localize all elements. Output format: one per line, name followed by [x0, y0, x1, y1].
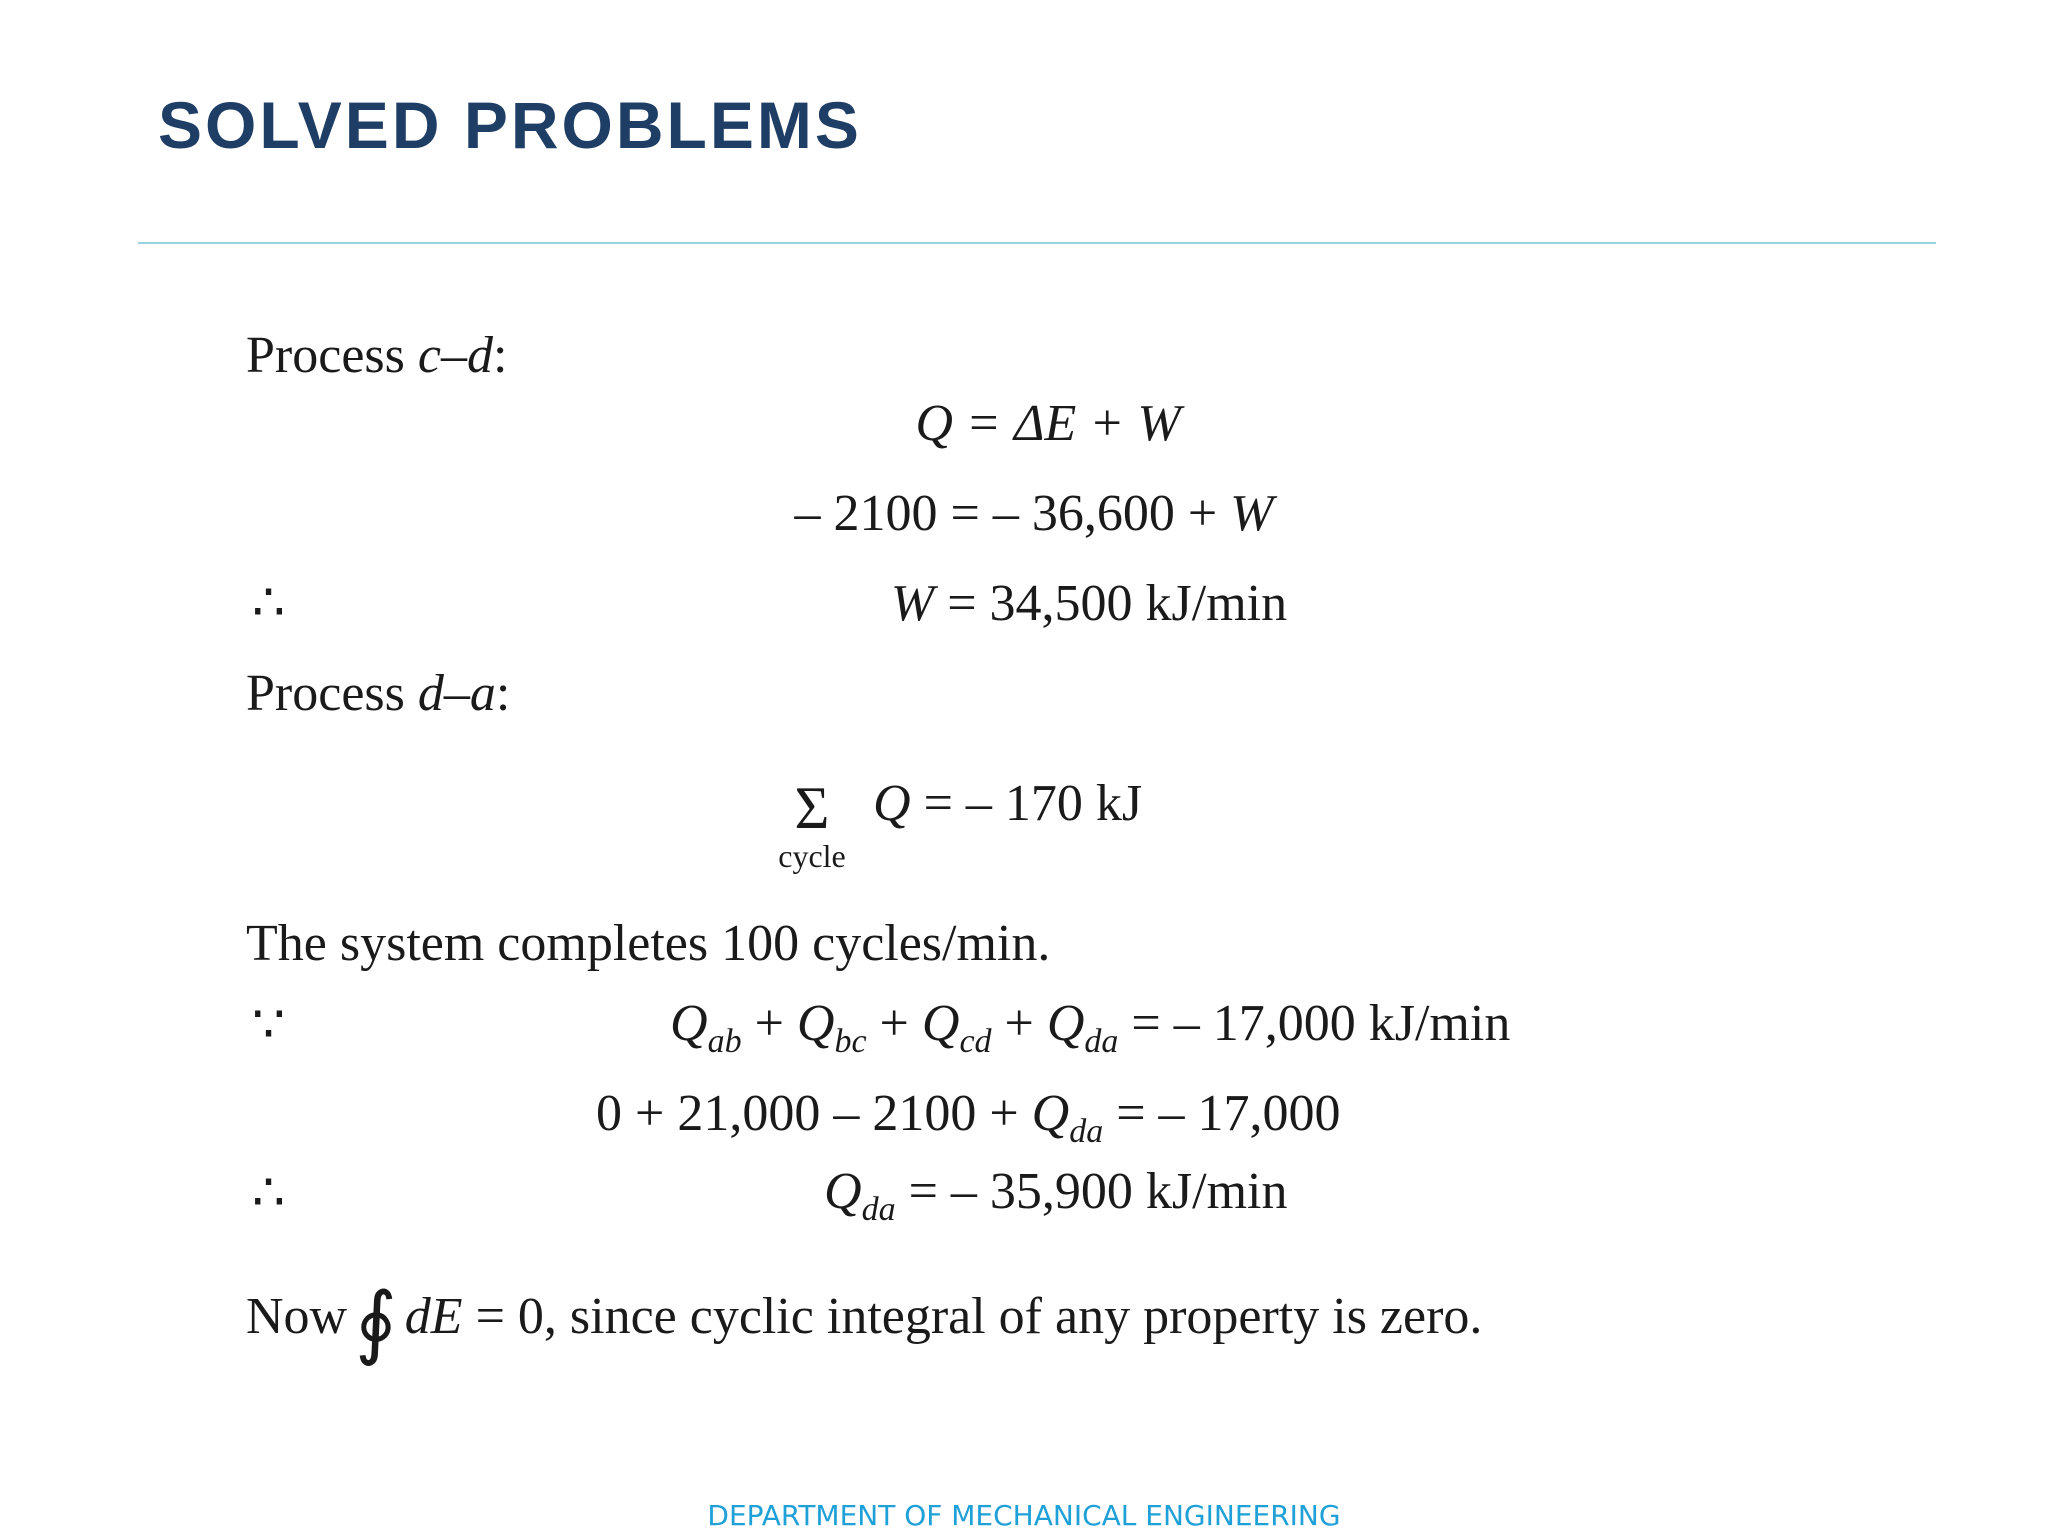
process-cd-label-colon: :	[492, 327, 508, 384]
equation-cd-substitution-var: W	[1230, 485, 1274, 542]
equation-first-law: Q = ΔE + W	[915, 395, 1181, 452]
slide-title: SOLVED PROBLEMS	[158, 88, 862, 162]
equation-heat-substitution-right: = – 17,000	[1103, 1085, 1341, 1142]
subscript-da-3: da	[861, 1191, 896, 1228]
subscript-cd: cd	[959, 1023, 992, 1060]
process-da-label	[246, 665, 511, 722]
subscript-ab: ab	[707, 1023, 742, 1060]
subscript-da: da	[1084, 1023, 1119, 1060]
subscript-da-2: da	[1069, 1113, 1104, 1150]
equation-heat-sum-q-da: Q	[1046, 995, 1085, 1052]
equation-cycle-sum-value: = – 170 kJ	[910, 775, 1143, 832]
cycles-statement: The system completes 100 cycles/min.	[246, 915, 1051, 972]
because-symbol: ∵	[252, 997, 286, 1054]
equation-heat-substitution	[596, 1085, 1341, 1150]
plus-2: +	[866, 995, 922, 1052]
cyclic-integral-rest: = 0, since cyclic integral of any property is zero.	[462, 1288, 1483, 1345]
cyclic-integral-var: dE	[404, 1288, 463, 1345]
therefore-symbol-2: ∴	[252, 1165, 286, 1222]
equation-heat-sum-q-ab: Q	[670, 995, 708, 1052]
subscript-bc: bc	[834, 1023, 867, 1060]
equation-heat-sum-q-cd: Q	[921, 995, 960, 1052]
equation-heat-sum-q-bc: Q	[796, 995, 835, 1052]
equation-work-result	[0, 575, 2048, 632]
cyclic-integral-now: Now	[246, 1288, 348, 1345]
sigma-subscript: cycle	[778, 838, 846, 874]
plus-3: +	[991, 995, 1047, 1052]
equation-heat-substitution-q: Q	[1031, 1085, 1070, 1142]
equation-cd-substitution-left: – 2100 = – 36,600 +	[794, 485, 1231, 542]
equation-qda-result-value: = – 35,900 kJ/min	[895, 1163, 1288, 1220]
footer-department: DEPARTMENT OF MECHANICAL ENGINEERING	[707, 1499, 1341, 1532]
equation-qda-result-q: Q	[824, 1163, 862, 1220]
process-da-label-text: Process	[246, 665, 418, 722]
plus-1: +	[741, 995, 797, 1052]
equation-cycle-sum-var: Q	[873, 775, 911, 832]
equation-work-result-var: W	[890, 575, 935, 632]
equation-heat-sum-value: = – 17,000 kJ/min	[1118, 995, 1511, 1052]
equation-qda-result	[824, 1163, 1288, 1228]
equation-cd-substitution	[0, 485, 2048, 542]
equation-heat-sum	[670, 995, 1511, 1060]
cyclic-integral-statement	[246, 1275, 1483, 1368]
process-da-label-var: d–a	[417, 665, 496, 722]
sigma-block	[772, 775, 852, 874]
process-cd-label	[246, 327, 508, 384]
process-cd-label-text: Process	[246, 327, 418, 384]
therefore-symbol-1: ∴	[252, 575, 286, 632]
process-cd-label-var: c–d	[417, 327, 493, 384]
contour-integral-icon: ∮	[355, 1275, 397, 1368]
equation-work-result-value: = 34,500 kJ/min	[934, 575, 1288, 632]
equation-cycle-sum	[772, 775, 1143, 874]
equation-heat-substitution-left: 0 + 21,000 – 2100 +	[596, 1085, 1032, 1142]
process-da-label-colon: :	[495, 665, 511, 722]
sigma-symbol: Σ	[794, 775, 830, 841]
